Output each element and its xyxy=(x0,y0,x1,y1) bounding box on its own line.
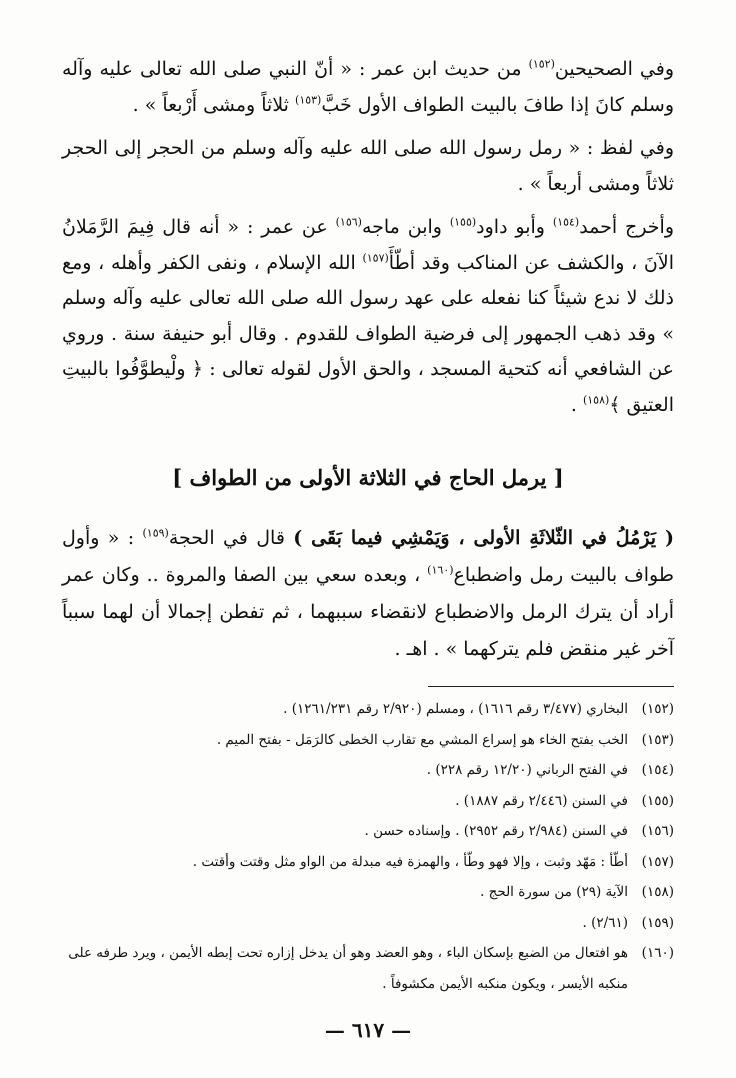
text-run: ثلاثاً ومشى أَرْبعاً » . xyxy=(132,93,296,116)
section-heading: [ يرمل الحاج في الثلاثة الأولى من الطواف ] xyxy=(172,465,564,490)
footnote-marker: (١٦٠) xyxy=(427,563,454,577)
paragraph xyxy=(62,52,674,123)
text-run: من حديث ابن عمر : « أنّ النبي صلى الله تعالى عليه وآله وسلم كانَ إذا طافَ بالبيت الطواف الأول خَبَّ xyxy=(62,58,674,116)
footnote-item xyxy=(62,725,674,756)
text-run: . xyxy=(570,393,583,416)
text-run: وفي لفظ : « رمل رسول الله صلى الله عليه وآله وسلم من الحجر إلى الحجر ثلاثاً ومشى أربعاً » . xyxy=(62,137,674,195)
footnote-number: (١٦٠) xyxy=(641,945,674,961)
footnote-marker: (١٥٩) xyxy=(142,526,169,540)
footnote-marker: (١٥٦) xyxy=(335,215,362,229)
footnote-text: (٢/٦١) . xyxy=(582,914,628,931)
footnote-number: (١٥٤) xyxy=(641,762,674,778)
text-run: الله الإسلام ، ونفى الكفر وأهله ، ومع ذلك لا ندع شيئاً كنا نفعله على عهد رسول الله صلى الله تعالى عليه وآله وسلم » وقد ذهب الجمهور إلى فرضية الطواف للقدوم . وقال أبو حنيفة سنة . وروي عن الشافعي أنه كتحية المسجد ، والحق الأول لقوله تعالى : ﴿ ولْيطوَّفُوا بالبيتِ العتيق ﴾ xyxy=(62,251,674,416)
footnote-number: (١٥٧) xyxy=(641,853,674,870)
footnote-marker: (١٥٨) xyxy=(582,393,610,407)
footnote-number: (١٥٣) xyxy=(641,731,674,748)
footnote-item xyxy=(62,908,674,939)
footnote-marker: (١٥٢) xyxy=(528,57,555,71)
footnotes-list xyxy=(62,694,674,999)
footnote-text: الآية (٢٩) من سورة الحج . xyxy=(480,884,628,900)
footnote-text: البخاري (٣/٤٧٧ رقم ١٦١٦) ، ومسلم (٢/٩٢٠ رقم ١٢٦١/٢٣١) . xyxy=(283,701,628,717)
page-number: — ٦١٧ — xyxy=(324,1018,412,1042)
text-run: ، وبعده سعي بين الصفا والمروة .. وكان عمر أراد أن يترك الرمل والاضطباع لانقضاء سببهما ، ثم تفطن إجمالا أن لهما سبباً آخر غير منقض فلم يتركهما » . اهـ . xyxy=(62,564,674,660)
footnote-number: (١٥٦) xyxy=(641,823,674,839)
footnote-item xyxy=(62,755,674,786)
footnote-text: أطّأ : مَهّد وثبت ، وإلا فهو وطّأ ، والهمزة فيه مبدلة من الواو مثل وقتت وأقتت . xyxy=(192,853,628,870)
footnote-text: الخب بفتح الخاء هو إسراع المشي مع تقارب الخطى كالرَمَل - بفتح الميم . xyxy=(216,731,628,748)
footnote-marker: (١٥٥) xyxy=(449,215,477,229)
main-text xyxy=(62,52,674,431)
footnote-item xyxy=(62,847,674,878)
footnote-item xyxy=(62,938,674,999)
paragraph xyxy=(62,210,674,423)
footnote-number: (١٥٥) xyxy=(641,792,674,809)
footnote-marker: (١٥٣) xyxy=(295,93,322,107)
footnote-marker: (١٥٤) xyxy=(552,215,580,229)
text-run: قال في الحجة xyxy=(168,527,294,549)
footnote-item xyxy=(62,694,674,725)
footnote-number: (١٥٨) xyxy=(641,884,674,900)
footnote-item xyxy=(62,786,674,817)
text-run: عن عمر : « أنه قال فِيمَ الرَّمَلانُ الآنَ ، والكشف عن المناكب وقد أطّأَ xyxy=(62,216,674,274)
footnote-item xyxy=(62,816,674,847)
footnote-text: في الفتح الرباني (١٢/٢٠ رقم ٢٢٨) . xyxy=(426,762,628,778)
footnote-text: في السنن (٢/٤٤٦ رقم ١٨٨٧) . xyxy=(455,792,628,809)
text-run: وأخرج أحمد xyxy=(579,216,675,238)
matn-text: ( يَرْمُلُ في الثّلاثَةِ الأولى ، وَيَمْشِي فيما بَقَى ) xyxy=(293,527,674,549)
text-run: وابن ماجه xyxy=(361,216,450,238)
footnote-separator xyxy=(428,686,674,687)
footnote-marker: (١٥٧) xyxy=(362,251,389,265)
footnote-text: هو افتعال من الضبع بإسكان الباء ، وهو العضد وهو أن يدخل إزاره تحت إبطه الأيمن ، ويرد طرفه على منكبه الأيسر ، ويكون منكبه الأيمن مكشوفاً . xyxy=(68,945,628,992)
footnote-number: (١٥٩) xyxy=(641,914,674,931)
text-run: : « وأول طواف بالبيت رمل واضطباع xyxy=(62,527,674,586)
paragraph xyxy=(62,131,674,202)
footnote-text: في السنن (٢/٩٨٤ رقم ٢٩٥٢) . وإسناده حسن . xyxy=(364,823,628,839)
text-run: وفي الصحيحين xyxy=(554,58,674,80)
footnote-number: (١٥٢) xyxy=(641,701,674,717)
text-run: وأبو داود xyxy=(476,216,553,238)
footnote-item xyxy=(62,877,674,908)
section-paragraph xyxy=(62,520,674,668)
